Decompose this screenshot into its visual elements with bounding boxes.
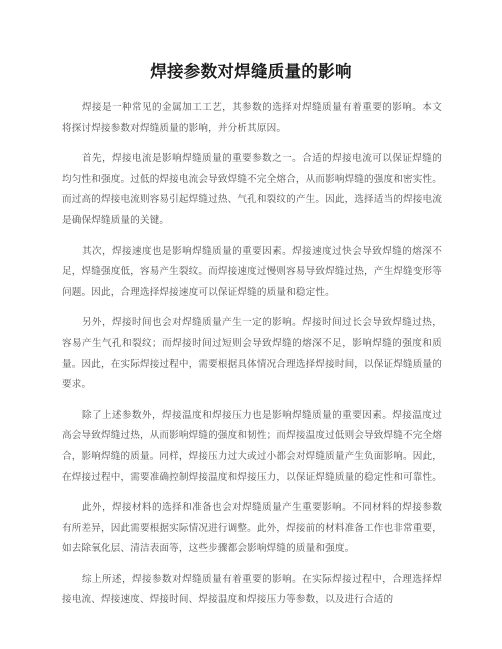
paragraph-conclusion: 综上所述，焊接参数对焊缝质量有着重要的影响。在实际焊接过程中，合理选择焊接电流、焊接速度、焊接时间、焊接温度和焊接压力等参数，以及进行合适的 [62,573,442,606]
paragraph-intro: 焊接是一种常见的金属加工工艺，其参数的选择对焊缝质量有着重要的影响。本文将探讨焊接参数对焊缝质量的影响，并分析其原因。 [62,102,442,134]
paragraph-temperature-pressure: 除了上述参数外，焊接温度和焊接压力也是影响焊缝质量的重要因素。焊接温度过高会导致焊缝过热，从而影响焊缝的强度和韧性；而焊接温度过低则会导致焊缝不完全熔合，影响焊缝的质量。同样，焊接压力过大或过小都会对焊缝质量产生负面影响。因此，在焊接过程中，需要准确控制焊接温度和焊接压力，以保证焊缝质量的稳定性和可靠性。 [62,409,443,483]
paragraph-welding-current: 首先，焊接电流是影响焊缝质量的重要参数之一。合适的焊接电流可以保证焊缝的均匀性和强度。过低的焊接电流会导致焊缝不完全熔合，从而影响焊缝的强度和密实性。而过高的焊接电流则容易引起焊缝过热、气孔和裂纹的产生。因此，选择适当的焊接电流是确保焊缝质量的关键。 [62,153,443,226]
document-title: 焊接参数对焊缝质量的影响 [150,62,352,81]
paragraph-materials: 此外，焊接材料的选择和准备也会对焊缝质量产生重要影响。不同材料的焊接参数有所差异，因此需要根据实际情况进行调整。此外，焊接前的材料准备工作也非常重要，如去除氧化层、清洁表面等，这些步骤都会影响焊缝的质量和强度。 [62,502,443,555]
document-body [62,98,442,621]
paragraph-welding-time: 另外，焊接时间也会对焊缝质量产生一定的影响。焊接时间过长会导致焊缝过热，容易产生气孔和裂纹；而焊接时间过短则会导致焊缝的熔深不足，影响焊缝的强度和质量。因此，在实际焊接过程中，需要根据具体情况合理选择焊接时间，以保证焊缝质量的要求。 [62,317,443,391]
paragraph-welding-speed: 其次，焊接速度也是影响焊缝质量的重要因素。焊接速度过快会导致焊缝的熔深不足，焊缝强度低，容易产生裂纹。而焊接速度过慢则容易导致焊缝过热，产生焊缝变形等问题。因此，合理选择焊接速度可以保证焊缝的质量和稳定性。 [62,245,443,298]
